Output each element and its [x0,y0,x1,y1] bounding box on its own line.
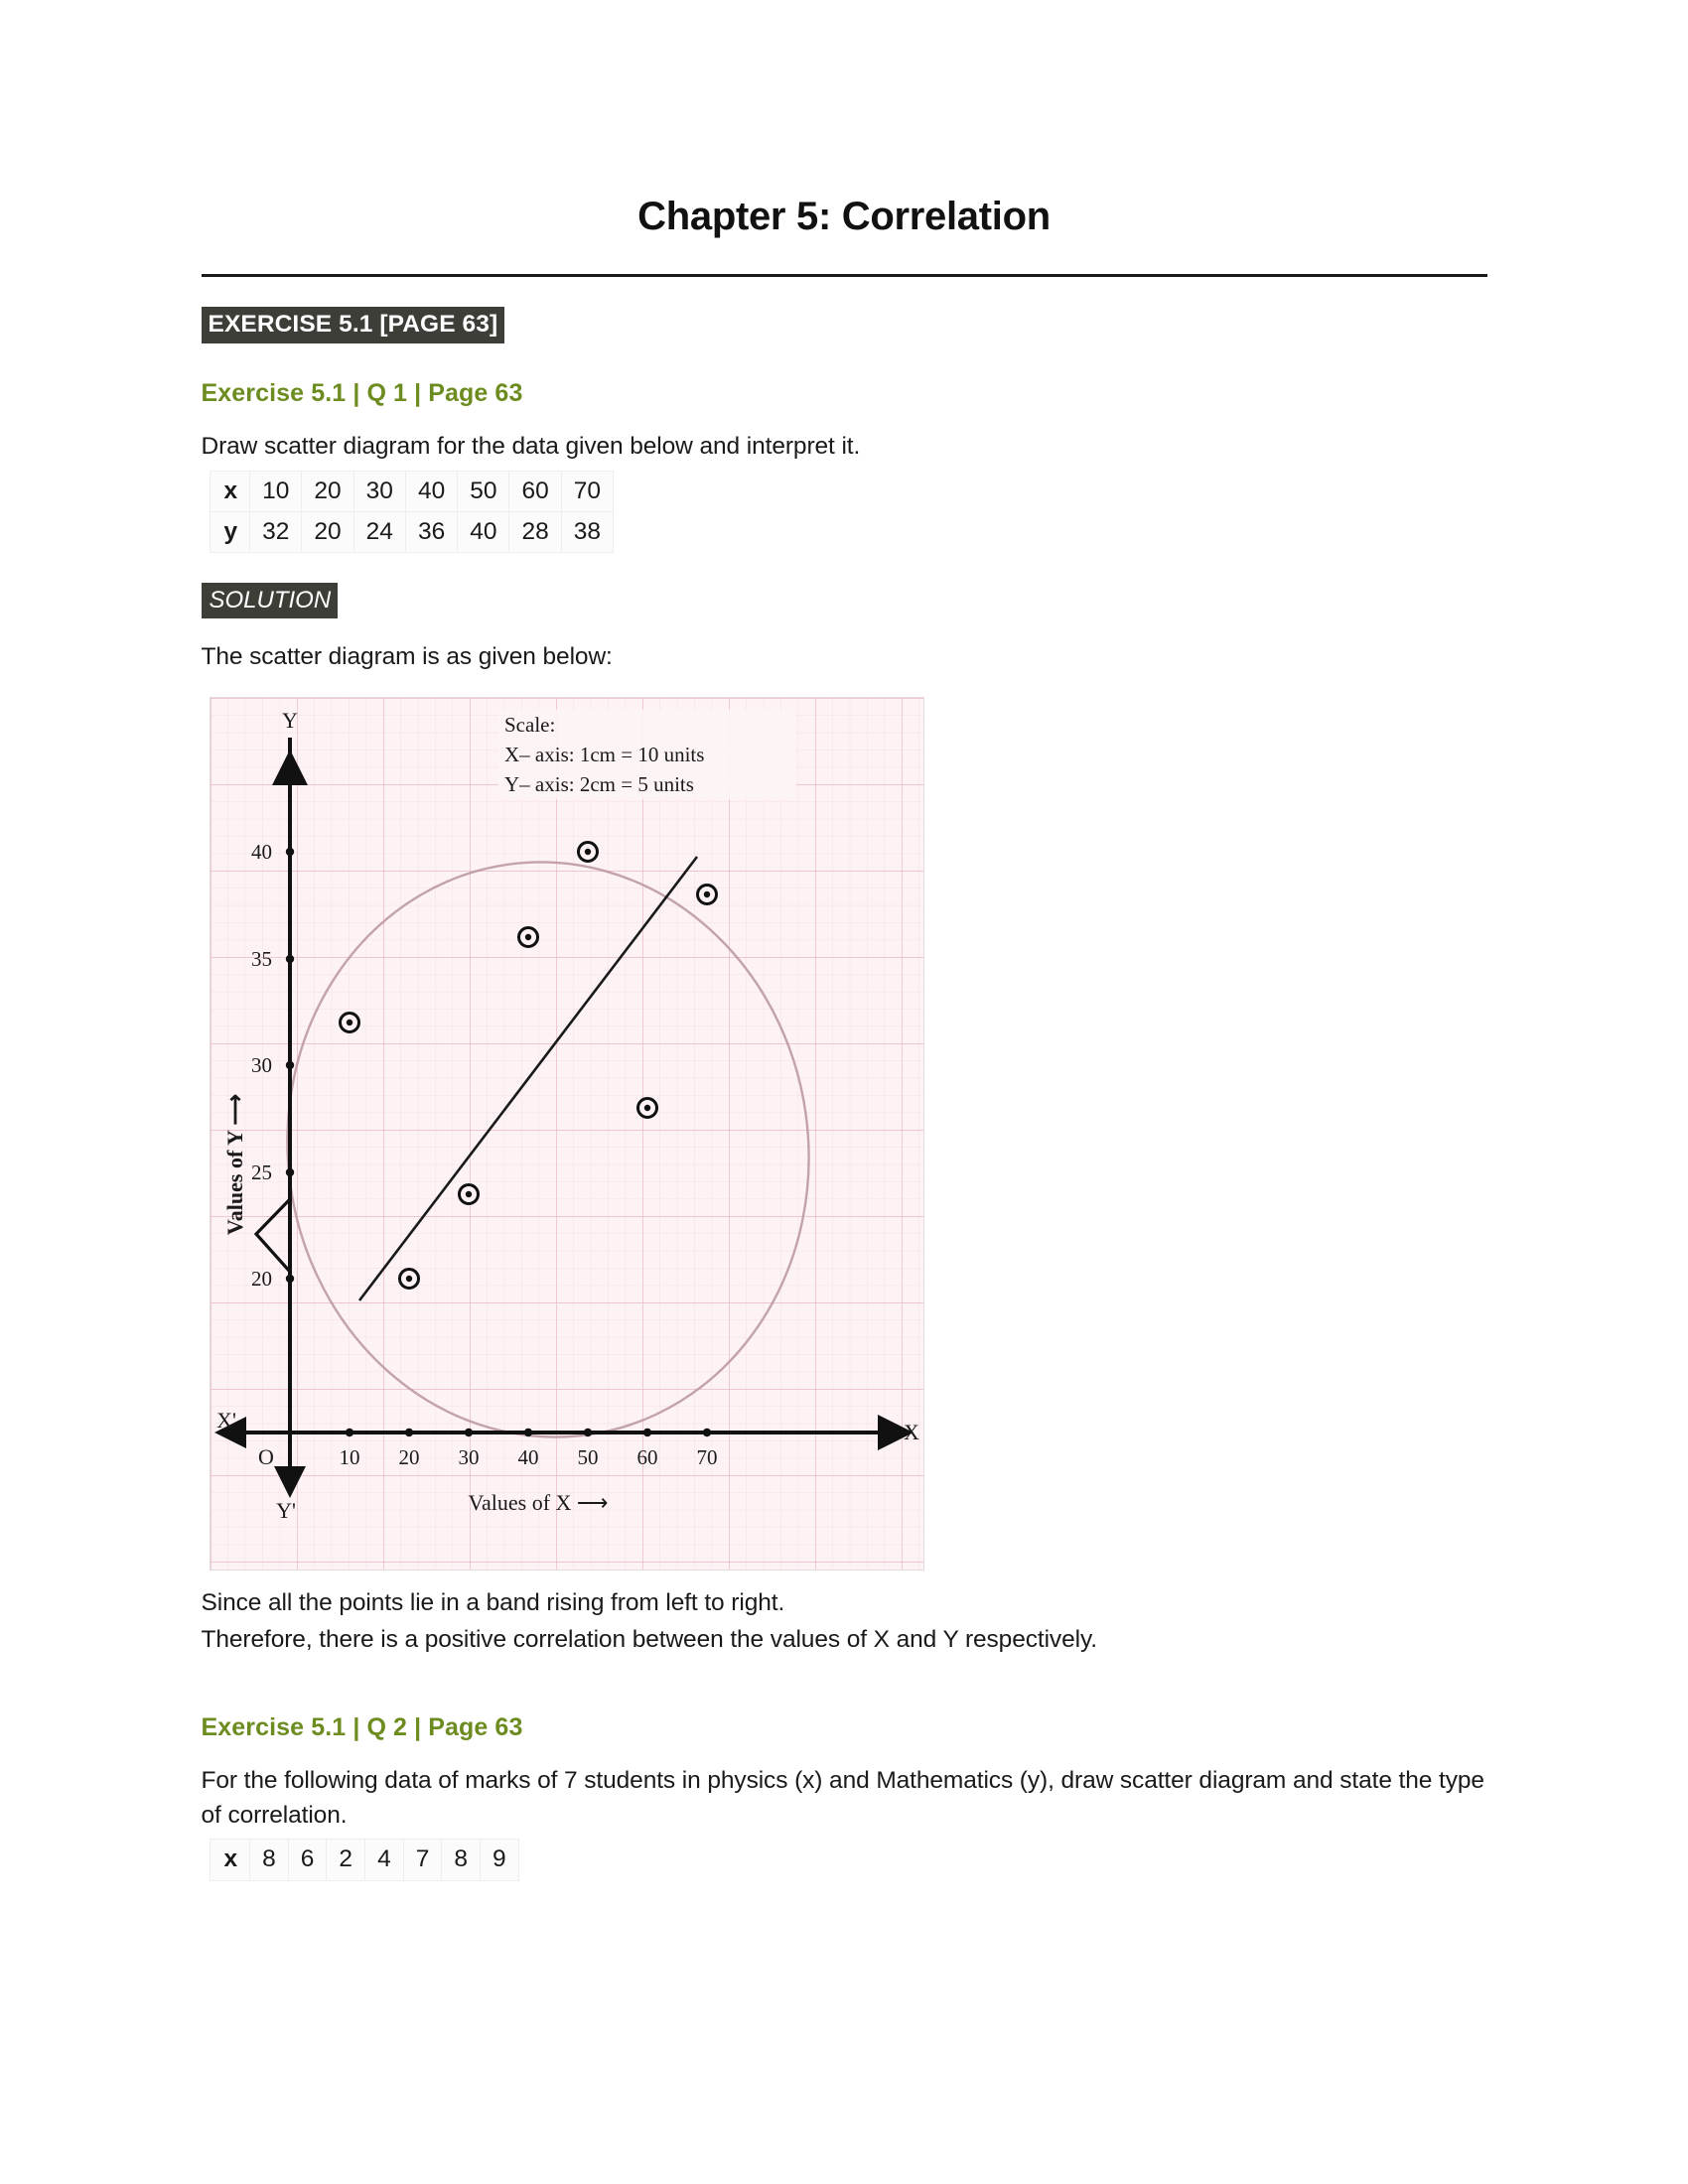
q2-x-cell-6: 9 [480,1840,518,1880]
q1-x-cell-4: 50 [458,471,509,511]
q1-y-cell-5: 28 [509,511,561,552]
q1-y-cell-1: 20 [302,511,353,552]
q1-y-cell-3: 36 [405,511,457,552]
q2-question-text: For the following data of marks of 7 students in physics (x) and Mathematics (y), draw scatter diagram and state the type of correlation. [201,1766,1484,1829]
q2-x-cell-0: 8 [250,1840,289,1880]
q2-x-cell-4: 7 [403,1840,442,1880]
q1-heading: Exercise 5.1 | Q 1 | Page 63 [201,378,523,407]
y-tick-label-40: 40 [250,840,272,865]
y-tick-label-35: 35 [250,947,272,972]
table-row [210,511,614,552]
exercise-band: EXERCISE 5.1 [PAGE 63] [202,307,505,343]
y-tick-label-25: 25 [250,1160,272,1185]
content-column [202,277,1487,1881]
scale-note-title: Scale: [503,713,555,738]
q1-y-cell-6: 38 [561,511,613,552]
scatter-point-40-36 [518,928,537,947]
q2-x-label: x [210,1840,250,1880]
axis-label-X-prime: X' [215,1408,236,1433]
axis-label-Y-prime: Y' [275,1498,296,1524]
q2-x-cell-5: 8 [442,1840,481,1880]
scatter-figure-wrap [210,697,1487,1570]
y-tick-label-30: 30 [250,1053,272,1078]
q1-x-cell-5: 60 [509,471,561,511]
q1-y-cell-4: 40 [458,511,509,552]
q1-x-cell-3: 40 [405,471,457,511]
x-tick-label-30: 30 [458,1445,479,1470]
q1-y-cell-2: 24 [353,511,405,552]
q1-x-cell-2: 30 [353,471,405,511]
y-tick-label-20: 20 [250,1267,272,1292]
scatter-point-60-28 [637,1099,656,1118]
q2-x-cell-1: 6 [288,1840,327,1880]
q1-question-text: Draw scatter diagram for the data given below and interpret it. [201,432,861,460]
table-row [210,1840,518,1880]
x-tick-label-20: 20 [398,1445,419,1470]
solution-intro-text: The scatter diagram is as given below: [201,643,613,671]
scatter-diagram-svg [211,698,924,1570]
x-tick-label-40: 40 [517,1445,538,1470]
axis-label-X: X [903,1420,919,1445]
scatter-diagram [210,697,924,1570]
q1-x-cell-6: 70 [561,471,613,511]
q2-x-cell-2: 2 [327,1840,365,1880]
q1-y-label: y [210,511,250,552]
scale-note-y: Y– axis: 2cm = 5 units [503,772,694,797]
x-tick-label-10: 10 [339,1445,359,1470]
graph-paper-grid [211,698,924,1570]
q2-x-cell-3: 4 [365,1840,404,1880]
q1-conclusion-line-1: Since all the points lie in a band rising from left to right. [201,1589,785,1617]
scatter-point-20-20 [399,1270,418,1289]
scatter-point-50-40 [578,843,597,862]
q2-heading: Exercise 5.1 | Q 2 | Page 63 [201,1712,523,1741]
solution-band: SOLUTION [202,583,339,618]
q1-data-table [210,471,615,554]
q1-y-cell-0: 32 [250,511,302,552]
y-axis-title: Values of Y ⟶ [221,1094,247,1236]
x-tick-label-70: 70 [696,1445,717,1470]
q2-data-table [210,1839,519,1880]
scatter-point-10-32 [340,1014,358,1032]
page-title: Chapter 5: Correlation [637,195,1051,238]
scatter-point-70-38 [697,886,716,904]
x-tick-label-60: 60 [636,1445,657,1470]
q1-x-cell-1: 20 [302,471,353,511]
solution-band-wrap [202,583,1487,618]
q1-conclusion-line-2: Therefore, there is a positive correlation between the values of X and Y respectively. [201,1626,1097,1654]
x-axis-title: Values of X ⟶ [468,1490,608,1516]
scale-note [498,710,796,799]
axis-label-Y: Y [281,708,298,734]
scale-note-x: X– axis: 1cm = 10 units [503,743,704,767]
axis-label-origin: O [257,1444,274,1470]
q1-x-label: x [210,471,250,511]
scatter-point-30-24 [459,1185,478,1204]
table-row [210,471,614,511]
x-tick-label-50: 50 [577,1445,598,1470]
q1-x-cell-0: 10 [250,471,302,511]
exercise-band-wrap [202,307,1487,343]
